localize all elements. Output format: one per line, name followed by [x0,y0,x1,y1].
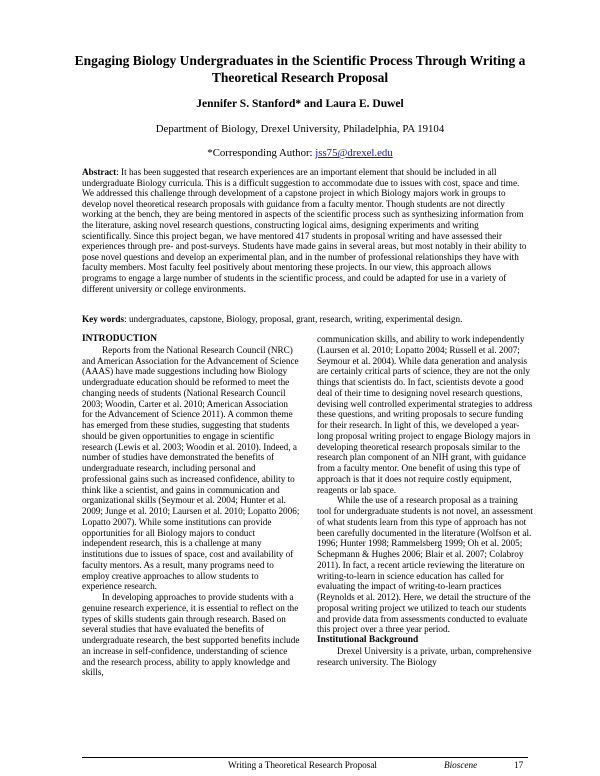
institutional-paragraph-1: Drexel University is a private, urban, comprehensive research university. The Biology [317,645,532,667]
footer-page-number: 17 [514,760,524,770]
abstract [82,167,528,294]
right-paragraph-1: communication skills, and ability to work independently (Laursen et al. 2010; Lopatto 2004; Russell et al. 2007; Seymour et al. 2004). While data generation and analysis are certainly critical parts of science, they are not the only things that scientists do. In fact, scientists devote a good deal of their time to designing novel research questions, devising well controlled experimental strategies to address these questions, and writing proposals to secure funding for their research. In light of this, we developed a year-long proposal writing project to engage Biology majors in developing theoretical research proposals similar to the research plan component of an NIH grant, with guidance from a faculty mentor. One benefit of using this type of approach is that it does not require costly equipment, reagents or lab space. [317,334,533,495]
corresponding-author [0,146,600,160]
abstract-label: Abstract [82,167,117,177]
institutional-background-heading: Institutional Background [317,635,419,645]
corresponding-label: *Corresponding Author: [207,147,316,159]
page-footer [82,757,528,770]
keywords-label: Key words [82,314,125,324]
footer-journal-name: Bioscene [444,760,478,770]
paper-title: Engaging Biology Undergraduates in the Scientific Process Through Writing a Theoretical Research Proposal [74,53,526,85]
affiliation: Department of Biology, Drexel University, Philadelphia, PA 19104 [155,123,445,135]
footer-running-title: Writing a Theoretical Research Proposal [228,760,377,770]
right-column [317,334,533,667]
intro-paragraph-2: In developing approaches to provide students with a genuine research experience, it is essential to reflect on the types of skills students gain through research. Based on several studies that have evaluated the benefits of undergraduate research, the best supported benefits include an increase in self-confidence, understanding of science and the research process, ability to apply knowledge and skills, [82,592,300,678]
keywords [82,314,528,325]
introduction-heading: INTRODUCTION [82,334,158,344]
keywords-text: : undergraduates, capstone, Biology, proposal, grant, research, writing, experimental design. [124,314,463,324]
author-list: Jennifer S. Stanford* and Laura E. Duwel [196,98,404,110]
left-column [82,334,300,678]
intro-paragraph-1: Reports from the National Research Council (NRC) and American Association for the Advancement of Science (AAAS) have made suggestions including how Biology undergraduate education should be reformed to meet the changing needs of students (National Research Council 2003; Woodin, Carter et al. 2010; American Association for the Advancement of Science 2011). A common theme has emerged from these studies, suggesting that students should be given opportunities to engage in scientific research (Lewis et al. 2003; Woodin et al. 2010). Indeed, a number of studies have demonstrated the benefits of undergraduate research, including personal and professional gains such as increased confidence, ability to think like a scientist, and gains in communication and organizational skills (Seymour et al. 2004; Hunter et al. 2009; Junge et al. 2010; Laursen et al. 2010; Lopatto 2006; Lopatto 2007). While some institutions can provide opportunities for all Biology majors to conduct independent research, this is a challenge at many institutions due to issues of space, cost and availability of faculty mentors. As a result, many programs need to employ creative approaches to allow students to experience research. [82,344,300,592]
corresponding-email-link[interactable]: jss75@drexel.edu [315,147,393,159]
abstract-text: : It has been suggested that research experiences are an important element that should be included in all undergraduate Biology curricula. This is a difficult suggestion to accommodate due to issues with cost, space and time. We addressed this challenge through development of a capstone project in which Biology majors work in groups to develop novel theoretical research proposals with guidance from a faculty mentor. Though students are not directly working at the bench, they are being mentored in aspects of the scientific process such as synthesizing information from the literature, asking novel research questions, constructing logical aims, designing experiments and writing scientifically. Since this project began, we have mentored 417 students in proposal writing and have assessed their experiences through pre- and post-surveys. Students have made gains in several areas, but most notably in their ability to pose novel questions and develop an experimental plan, and in the number of professional relationships they have with faculty members. Most faculty feel positively about mentoring these projects. In our view, this approach allows programs to engage a large number of students in the scientific process, and could be adapted for use in a variety of different university or college environments. [82,167,527,294]
right-paragraph-2: While the use of a research proposal as a training tool for undergraduate students is not novel, an assessment of what students learn from this type of approach has not been carefully documented in the literature (Wolfson et al. 1996; Hunter 1998; Rammelsberg 1999; Oh et al. 2005; Schepmann & Hughes 2006; Blair et al. 2007; Colabroy 2011). In fact, a recent article reviewing the literature on writing-to-learn in science education has called for evaluating the impact of writing-to-learn practices (Reynolds et al. 2012). Here, we detail the structure of the proposal writing project we utilized to teach our students and provide data from assessments conducted to evaluate this project over a three year period. [317,495,533,635]
